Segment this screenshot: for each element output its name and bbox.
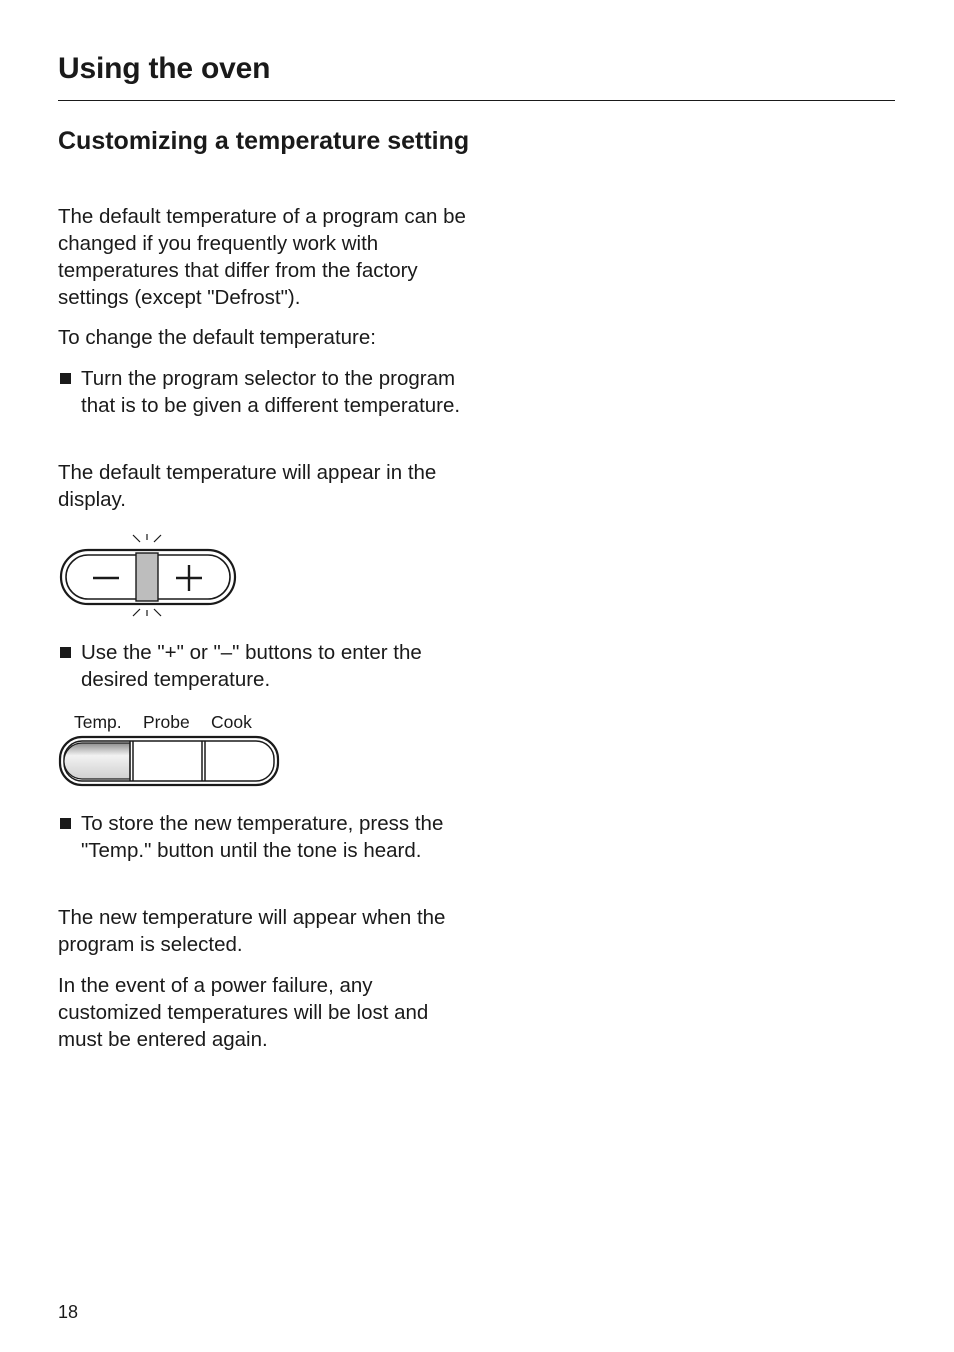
section-heading: Customizing a temperature setting <box>58 127 470 155</box>
temp-button <box>64 743 130 779</box>
result-paragraph: The new temperature will appear when the program is selected. <box>58 906 446 956</box>
list-item <box>58 639 468 693</box>
power-failure-note: In the event of a power failure, any customized temperatures will be lost and must be entered again. <box>58 974 429 1051</box>
title-divider <box>58 100 895 101</box>
page-number: 18 <box>58 1302 79 1322</box>
plus-minus-figure <box>58 530 240 626</box>
blink-rays-top-icon <box>133 534 161 542</box>
bullet-marker <box>60 647 71 658</box>
list-item <box>58 810 468 864</box>
list-item-text: Use the "+" or "–" buttons to enter the desired temperature. <box>81 641 422 691</box>
blink-rays-bottom-icon <box>133 609 161 616</box>
list-item-text: Turn the program selector to the program that is to be given a different temperature. <box>81 367 461 417</box>
temp-probe-cook-figure <box>58 735 282 789</box>
display-indicator <box>136 553 158 601</box>
intro-paragraph: The default temperature of a program can be changed if you frequently work with temperatures that differ from the factory settings (except "Defrost"). <box>58 205 466 309</box>
temp-label: Temp. <box>74 712 122 732</box>
bullet-marker <box>60 818 71 829</box>
probe-label: Probe <box>143 712 190 732</box>
list-item <box>58 365 468 419</box>
page-title: Using the oven <box>58 52 271 85</box>
bullet-marker <box>60 373 71 384</box>
cook-label: Cook <box>211 712 252 732</box>
instruction-lead: To change the default temperature: <box>58 326 376 349</box>
list-item-text: To store the new temperature, press the "Temp." button until the tone is heard. <box>81 812 444 862</box>
display-note: The default temperature will appear in the display. <box>58 461 437 511</box>
